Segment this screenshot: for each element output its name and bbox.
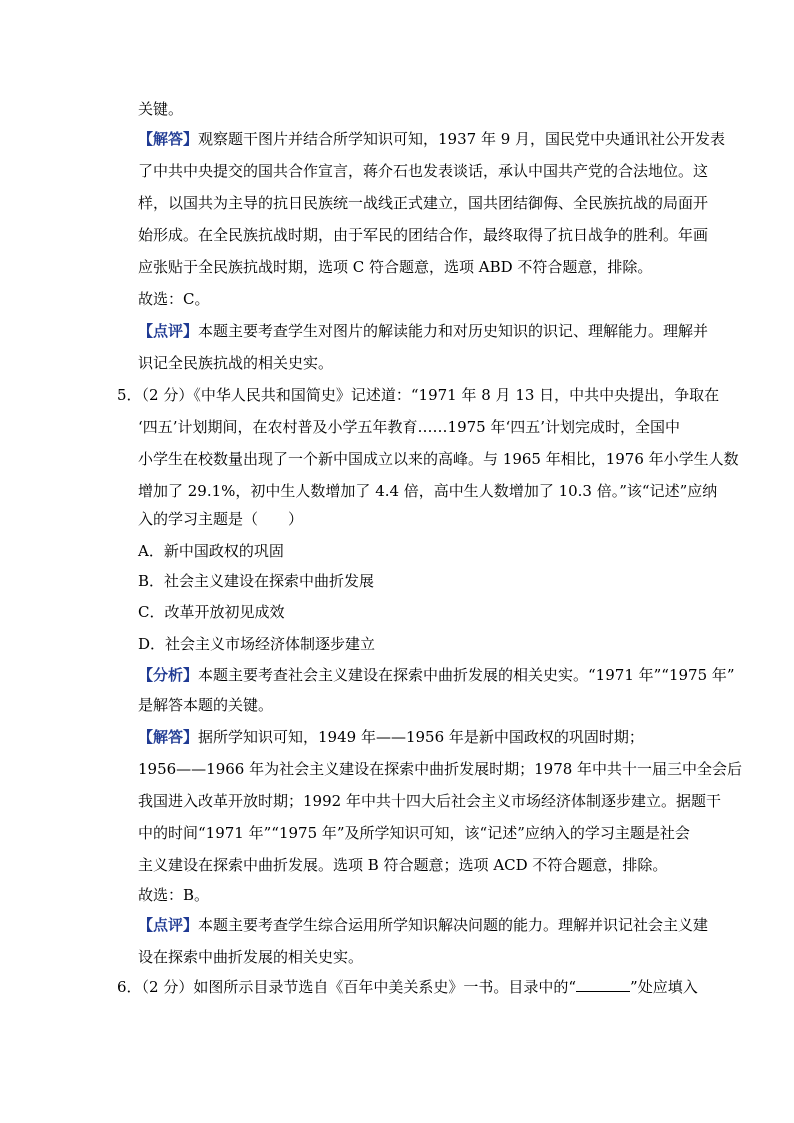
fill-blank [576,973,630,992]
text-line: 了中共中央提交的国共合作宣言，蒋介石也发表谈话，承认中国共产党的合法地位。这 [138,162,709,180]
question-5-stem: 5．（2 分）《中华人民共和国简史》记述道：“1971 年 8 月 13 日，中共中央提出，争取在 [117,386,720,404]
text-line: 主义建设在探索中曲折发展。选项 B 符合题意；选项 ACD 不符合题意，排除。 [138,856,668,874]
text-line: 样，以国共为主导的抗日民族统一战线正式建立，国共团结御侮、全民族抗战的局面开 [138,194,709,212]
comment-line [138,910,708,940]
text-line: 本题主要考查学生对图片的解读能力和对历史知识的识记、理解能力。理解并 [198,322,709,340]
analysis-tag: 【分析】 [138,666,199,684]
text-line: 是解答本题的关键。 [138,696,274,714]
comment-tag: 【点评】 [138,322,199,340]
choice-result: 故选：C。 [138,290,210,308]
answer-tag: 【解答】 [138,130,199,148]
text-line: 入的学习主题是（ ） [138,510,304,528]
answer-line [138,722,644,752]
analysis-line [138,660,735,690]
text-line: 小学生在校数量出现了一个新中国成立以来的高峰。与 1965 年相比，1976 年小学生人数 [138,450,739,468]
option-a: A．新中国政权的巩固 [138,542,284,560]
text-line: 我国进入改革开放时期；1992 年中共十四大后社会主义市场经济体制逐步建立。据题干 [138,792,721,810]
text-line: 增加了 29.1%，初中生人数增加了 4.4 倍，高中生人数增加了 10.3 倍。”该“记述”应纳 [138,482,718,500]
text-line: 关键。 [138,100,184,118]
text-line: 始形成。在全民族抗战时期，由于军民的团结合作，最终取得了抗日战争的胜利。年画 [138,226,709,244]
option-b: B．社会主义建设在探索中曲折发展 [138,572,375,590]
text-line: 识记全民族抗战的相关史实。 [138,354,334,372]
option-c: C．改革开放初见成效 [138,603,285,621]
text-line: 本题主要考查学生综合运用所学知识解决问题的能力。理解并识记社会主义建 [198,916,709,934]
answer-line [138,124,725,154]
text-line: 1956——1966 年为社会主义建设在探索中曲折发展时期；1978 年中共十一届三中全会后 [138,760,743,778]
text-line: 本题主要考查社会主义建设在探索中曲折发展的相关史实。“1971 年”“1975 年” [198,666,735,684]
choice-result: 故选：B。 [138,886,210,904]
text-line: ”处应填入 [630,978,698,996]
question-6-stem [117,972,698,1002]
text-line: 观察题干图片并结合所学知识可知，1937 年 9 月，国民党中央通讯社公开发表 [198,130,726,148]
text-line: 据所学知识可知，1949 年——1956 年是新中国政权的巩固时期； [198,728,644,746]
text-line: 中的时间“1971 年”“1975 年”及所学知识可知，该“记述”应纳入的学习主题是社会 [138,824,690,842]
comment-tag: 【点评】 [138,916,199,934]
option-d: D．社会主义市场经济体制逐步建立 [138,635,376,653]
comment-line [138,316,708,346]
answer-tag: 【解答】 [138,728,199,746]
text-line: 应张贴于全民族抗战时期，选项 C 符合题意，选项 ABD 不符合题意，排除。 [138,258,653,276]
text-line: 设在探索中曲折发展的相关史实。 [138,948,364,966]
text-line: ‘四五’计划期间，在农村普及小学五年教育……1975 年‘四五’计划完成时，全国中 [138,418,681,436]
text-line: 6．（2 分）如图所示目录节选自《百年中美关系史》一书。目录中的“ [117,978,577,996]
